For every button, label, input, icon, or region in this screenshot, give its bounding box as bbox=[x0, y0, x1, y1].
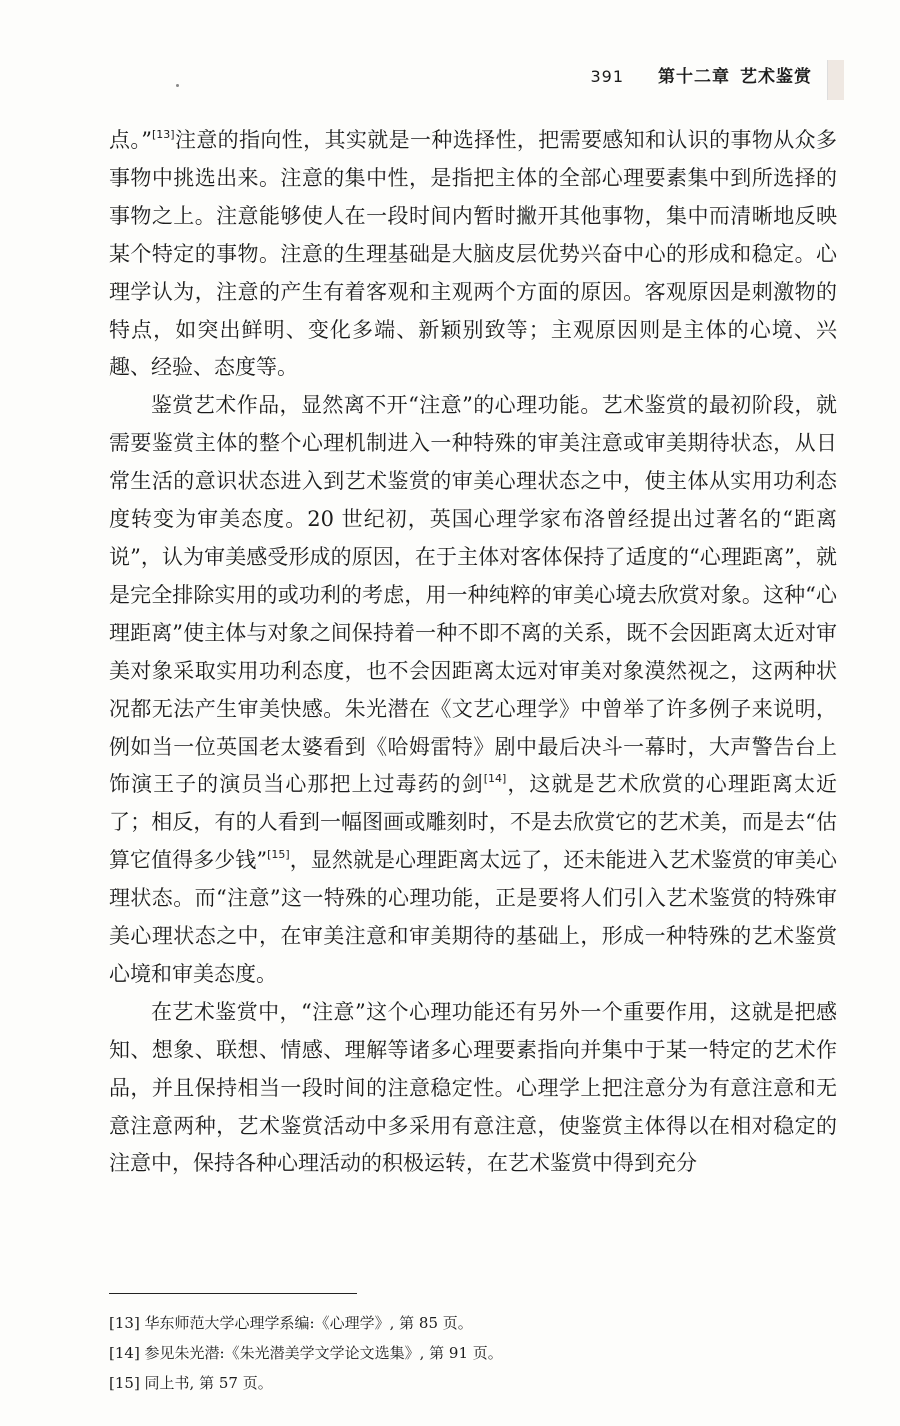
page-number: 391 bbox=[590, 67, 624, 86]
page-edge-tab bbox=[827, 60, 844, 100]
paragraph-text: ，显然就是心理距离太远了，还未能进入艺术鉴赏的审美心理状态。而“注意”这一特殊的心理功能，正是要将人们引入艺术鉴赏的特殊审美心理状态之中，在审美注意和审美期待的基础上，形成一种特殊的艺术鉴赏心境和审美态度。 bbox=[109, 848, 837, 986]
footnote-14: [14] 参见朱光潜:《朱光潜美学文学论文选集》, 第 91 页。 bbox=[109, 1344, 503, 1362]
paragraph-text: ，这就是艺术欣赏的心理距离太近了；相反，有的人看到一幅图画或雕刻时，不是去欣赏它的艺术美，而是去“估算它值得多少钱” bbox=[109, 772, 838, 873]
scan-speck bbox=[176, 84, 179, 87]
footnote-15: [15] 同上书, 第 57 页。 bbox=[109, 1374, 273, 1392]
paragraph-text: 在艺术鉴赏中，“注意”这个心理功能还有另外一个重要作用，这就是把感知、想象、联想、情感、理解等诸多心理要素指向并集中于某一特定的艺术作品，并且保持相当一段时间的注意稳定性。心理学上把注意分为有意注意和无意注意两种，艺术鉴赏活动中多采用有意注意，使鉴赏主体得以在相对稳定的注意中，保持各种心理活动的积极运转，在艺术鉴赏中得到充分 bbox=[109, 999, 837, 1176]
footnotes bbox=[109, 1308, 837, 1398]
paragraph bbox=[109, 387, 837, 994]
paragraph-text: 鉴赏艺术作品，显然离不开“注意”的心理功能。艺术鉴赏的最初阶段，就需要鉴赏主体的整个心理机制进入一种特殊的审美注意或审美期待状态，从日常生活的意识状态进入到艺术鉴赏的审美心理状态之中，使主体从实用功利态度转变为审美态度。20 世纪初，英国心理学家布洛曾经提出过著名的“距离说”，认为审美感受形成的原因，在于主体对客体保持了适度的“心理距离”，就是完全排除实用的或功利的考虑，用一种纯粹的审美心境去欣赏对象。这种“心理距离”使主体与对象之间保持着一种不即不离的关系，既不会因距离太近对审美对象采取实用功利态度，也不会因距离太远对审美对象漠然视之，这两种状况都无法产生审美快感。朱光潜在《文艺心理学》中曾举了许多例子来说明，例如当一位英国老太婆看到《哈姆雷特》剧中最后决斗一幕时，大声警告台上饰演王子的演员当心那把上过毒药的剑 bbox=[109, 393, 837, 797]
footnote-13: [13] 华东师范大学心理学系编:《心理学》, 第 85 页。 bbox=[109, 1314, 473, 1332]
chapter-label: 第十二章 bbox=[658, 67, 730, 87]
body-text bbox=[109, 122, 837, 1183]
footnote-ref: [13] bbox=[151, 128, 175, 142]
footnote-ref: [14] bbox=[483, 772, 507, 786]
running-header bbox=[590, 62, 812, 87]
paragraph bbox=[109, 122, 837, 387]
paragraph bbox=[109, 994, 837, 1184]
section-title: 艺术鉴赏 bbox=[740, 67, 812, 87]
footnote-ref: [15] bbox=[267, 848, 290, 862]
paragraph-text: 注意的指向性，其实就是一种选择性，把需要感知和认识的事物从众多事物中挑选出来。注意的集中性，是指把主体的全部心理要素集中到所选择的事物之上。注意能够使人在一段时间内暂时撇开其他事物，集中而清晰地反映某个特定的事物。注意的生理基础是大脑皮层优势兴奋中心的形成和稳定。心理学认为，注意的产生有着客观和主观两个方面的原因。客观原因是刺激物的特点，如突出鲜明、变化多端、新颖别致等；主观原因则是主体的心境、兴趣、经验、态度等。 bbox=[109, 128, 837, 380]
footnote-divider bbox=[109, 1293, 357, 1294]
paragraph-text: 点。” bbox=[109, 128, 152, 152]
